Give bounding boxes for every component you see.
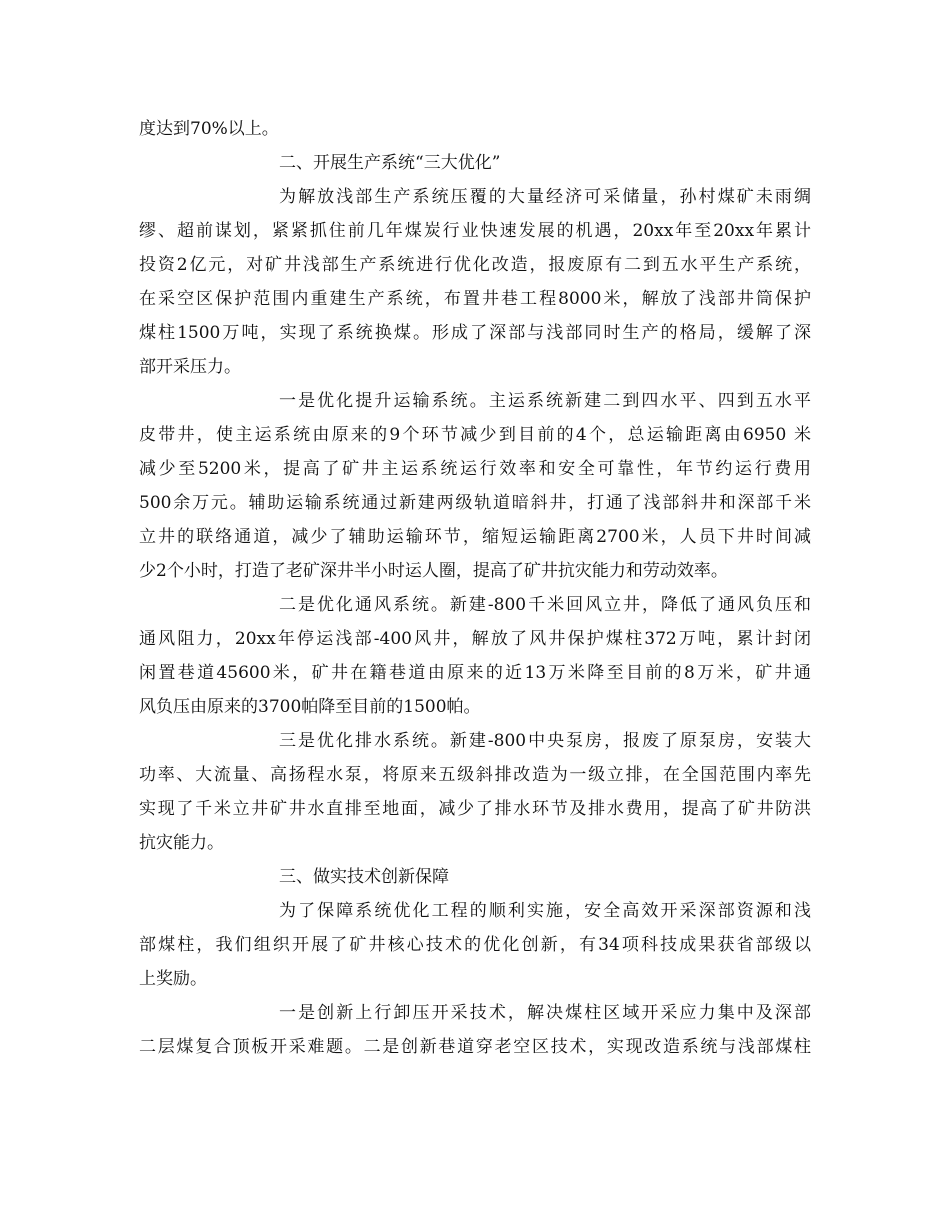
paragraph-last-line: 少2个小时，打造了老矿深井半小时运人圈，提高了矿井抗灾能力和劳动效率。 — [139, 561, 728, 581]
paragraph-last-line: 度达到70%以上。 — [139, 119, 279, 139]
paragraph-first-line: 为了保障系统优化工程的顺利实施，安全高效开采深部资源和浅 — [279, 901, 811, 921]
paragraph-last-line: 风负压由原来的3700帕降至目前的1500帕。 — [139, 697, 481, 717]
text-line: 部煤柱，我们组织开展了矿井核心技术的优化创新，有34项科技成果获省部级以 — [139, 935, 811, 955]
section-heading: 三、做实技术创新保障 — [279, 867, 449, 887]
text-line: 在采空区保护范围内重建生产系统，布置井巷工程8000米，解放了浅部井筒保护 — [139, 289, 811, 309]
text-line: 500余万元。辅助运输系统通过新建两级轨道暗斜井，打通了浅部斜井和深部千米 — [139, 493, 811, 513]
text-line: 闲置巷道45600米，矿井在籍巷道由原来的近13万米降至目前的8万米，矿井通 — [139, 663, 811, 683]
text-line: 实现了千米立井矿井水直排至地面，减少了排水环节及排水费用，提高了矿井防洪 — [139, 799, 811, 819]
text-line: 煤柱1500万吨，实现了系统换煤。形成了深部与浅部同时生产的格局，缓解了深 — [139, 323, 811, 343]
paragraph-last-line: 抗灾能力。 — [139, 833, 224, 853]
paragraph-last-line: 上奖励。 — [139, 969, 207, 989]
text-line: 投资2亿元，对矿井浅部生产系统进行优化改造，报废原有二到五水平生产系统， — [139, 255, 811, 275]
document-body — [139, 112, 811, 1064]
text-line: 减少至5200米，提高了矿井主运系统运行效率和安全可靠性，年节约运行费用 — [139, 459, 811, 479]
paragraph-first-line: 三是优化排水系统。新建-800中央泵房，报废了原泵房，安装大 — [279, 731, 811, 751]
text-line: 二层煤复合顶板开采难题。二是创新巷道穿老空区技术，实现改造系统与浅部煤柱 — [139, 1037, 811, 1057]
text-line: 皮带井，使主运系统由原来的9个环节减少到目前的4个，总运输距离由6950 米 — [139, 425, 811, 445]
paragraph-first-line: 一是优化提升运输系统。主运系统新建二到四水平、四到五水平 — [279, 391, 811, 411]
paragraph-first-line: 为解放浅部生产系统压覆的大量经济可采储量，孙村煤矿未雨绸 — [279, 187, 811, 207]
paragraph-first-line: 二是优化通风系统。新建-800千米回风立井，降低了通风负压和 — [279, 595, 811, 615]
text-line: 功率、大流量、高扬程水泵，将原来五级斜排改造为一级立排，在全国范围内率先 — [139, 765, 811, 785]
section-heading: 二、开展生产系统“三大优化” — [279, 153, 501, 173]
paragraph-first-line: 一是创新上行卸压开采技术，解决煤柱区域开采应力集中及深部 — [279, 1003, 811, 1023]
text-line: 通风阻力，20xx年停运浅部-400风井，解放了风井保护煤柱372万吨，累计封闭 — [139, 629, 811, 649]
text-line: 缪、超前谋划，紧紧抓住前几年煤炭行业快速发展的机遇，20xx年至20xx年累计 — [139, 221, 811, 241]
paragraph-last-line: 部开采压力。 — [139, 357, 241, 377]
text-line: 立井的联络通道，减少了辅助运输环节，缩短运输距离2700米，人员下井时间减 — [139, 527, 811, 547]
